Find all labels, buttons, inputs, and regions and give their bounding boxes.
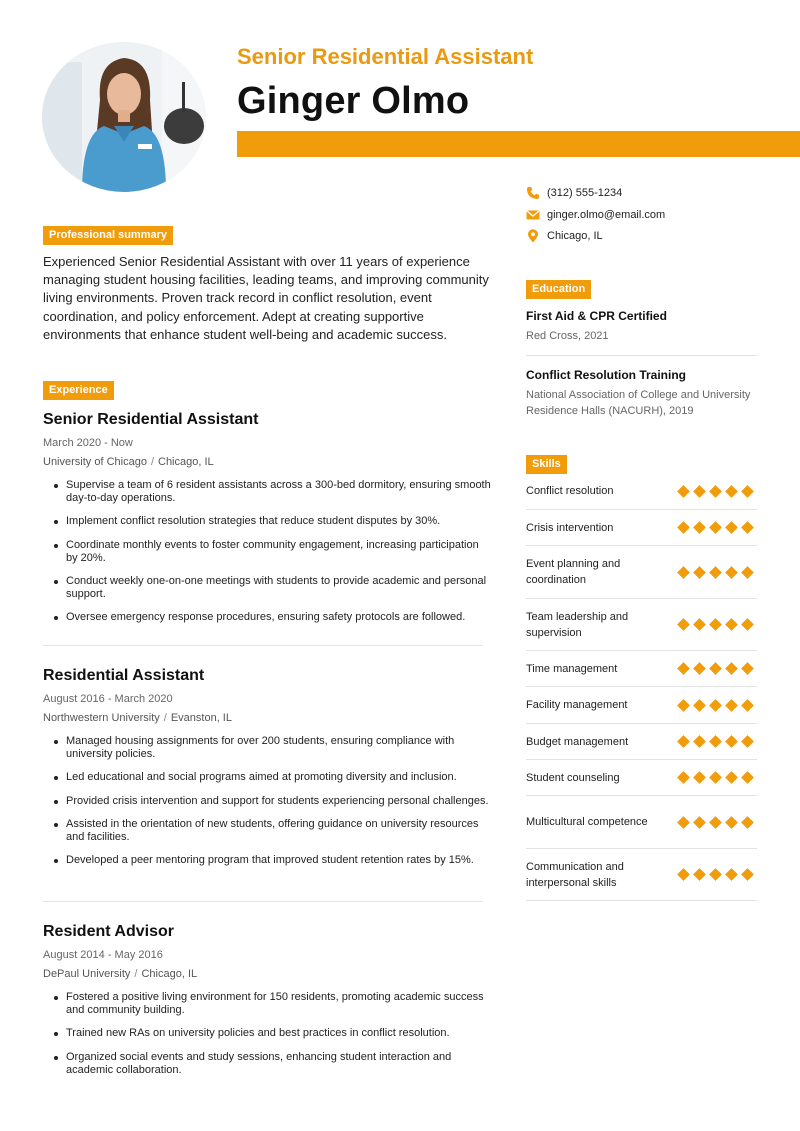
job-bullet: Coordinate monthly events to foster community engagement, increasing participation by 20%.: [43, 539, 493, 565]
rating-diamond-icon: [725, 485, 738, 498]
rating-diamond-icon: [709, 521, 722, 534]
experience-heading: Experience: [43, 381, 114, 400]
rating-diamond-icon: [693, 868, 706, 881]
rating-diamond-icon: [725, 735, 738, 748]
phone-icon: [526, 186, 540, 200]
education-subtitle: National Association of College and University Residence Halls (NACURH), 2019: [526, 389, 751, 417]
skill-rating: [677, 487, 754, 496]
divider: [43, 901, 483, 902]
education-heading: Education: [526, 280, 591, 299]
header-job-title: Senior Residential Assistant: [237, 44, 534, 69]
skill-name: Student counseling: [526, 771, 620, 784]
contact-phone-text: (312) 555-1234: [547, 187, 623, 199]
contact-location: [526, 229, 603, 243]
skill-name: Facility management: [526, 699, 628, 711]
skill-rating: [677, 818, 754, 827]
rating-diamond-icon: [725, 771, 738, 784]
rating-diamond-icon: [709, 771, 722, 784]
job-bullets: [43, 991, 493, 1077]
rating-diamond-icon: [741, 816, 754, 829]
contact-email: [526, 208, 665, 222]
job-bullet: Supervise a team of 6 resident assistants across a 300-bed dormitory, ensuring smooth day-to-day operations.: [43, 479, 493, 505]
rating-diamond-icon: [725, 521, 738, 534]
skill-rating: [677, 664, 754, 673]
job-bullet: Assisted in the orientation of new students, offering guidance on university resources and facilities.: [43, 818, 493, 844]
rating-diamond-icon: [693, 485, 706, 498]
job-entry: [43, 666, 493, 877]
rating-diamond-icon: [741, 618, 754, 631]
rating-diamond-icon: [709, 485, 722, 498]
rating-diamond-icon: [709, 566, 722, 579]
skill-row: [526, 796, 757, 849]
rating-diamond-icon: [741, 771, 754, 784]
job-bullet: Conduct weekly one-on-one meetings with students to provide academic and personal support.: [43, 575, 493, 601]
skill-name: Team leadership and supervision: [526, 610, 629, 639]
org-separator: /: [163, 712, 167, 724]
job-org: [43, 967, 493, 981]
skill-row: [526, 546, 757, 599]
rating-diamond-icon: [709, 662, 722, 675]
rating-diamond-icon: [677, 566, 690, 579]
rating-diamond-icon: [677, 816, 690, 829]
education-title: First Aid & CPR Certified: [526, 309, 667, 323]
rating-diamond-icon: [693, 566, 706, 579]
job-bullet: Led educational and social programs aimed at promoting diversity and inclusion.: [43, 771, 493, 784]
education-title: Conflict Resolution Training: [526, 368, 686, 382]
rating-diamond-icon: [709, 618, 722, 631]
contact-location-text: Chicago, IL: [547, 230, 603, 242]
skill-row: [526, 651, 757, 687]
rating-diamond-icon: [677, 662, 690, 675]
skill-rating: [677, 523, 754, 532]
rating-diamond-icon: [741, 699, 754, 712]
rating-diamond-icon: [741, 485, 754, 498]
rating-diamond-icon: [693, 699, 706, 712]
job-entry: [43, 410, 493, 635]
rating-diamond-icon: [693, 662, 706, 675]
rating-diamond-icon: [677, 485, 690, 498]
job-dates: August 2014 - May 2016: [43, 949, 163, 961]
org-separator: /: [150, 456, 154, 468]
rating-diamond-icon: [725, 868, 738, 881]
rating-diamond-icon: [677, 771, 690, 784]
header-accent-bar: [237, 131, 800, 157]
rating-diamond-icon: [741, 566, 754, 579]
skill-row: [526, 599, 757, 651]
skill-rating: [677, 737, 754, 746]
divider: [43, 645, 483, 646]
email-icon: [526, 208, 540, 222]
job-org: [43, 711, 493, 725]
job-bullet: Fostered a positive living environment for 150 residents, promoting academic success and community building.: [43, 991, 493, 1017]
skill-row: [526, 510, 757, 546]
rating-diamond-icon: [725, 566, 738, 579]
rating-diamond-icon: [709, 735, 722, 748]
profile-photo: [42, 42, 206, 192]
rating-diamond-icon: [709, 816, 722, 829]
rating-diamond-icon: [677, 699, 690, 712]
skill-name: Communication and interpersonal skills: [526, 860, 624, 889]
rating-diamond-icon: [725, 662, 738, 675]
job-org: [43, 455, 493, 469]
skill-row: [526, 473, 757, 510]
rating-diamond-icon: [677, 735, 690, 748]
rating-diamond-icon: [693, 771, 706, 784]
job-company: University of Chicago: [43, 456, 147, 468]
skill-name: Conflict resolution: [526, 485, 614, 497]
skill-name: Budget management: [526, 735, 629, 748]
job-location: Chicago, IL: [158, 456, 214, 468]
job-company: DePaul University: [43, 968, 131, 980]
job-location: Chicago, IL: [141, 968, 198, 980]
job-bullets: [43, 735, 493, 867]
rating-diamond-icon: [741, 521, 754, 534]
job-entry: [43, 922, 493, 1087]
skill-row: [526, 687, 757, 724]
rating-diamond-icon: [693, 735, 706, 748]
summary-heading: Professional summary: [43, 226, 173, 245]
rating-diamond-icon: [709, 868, 722, 881]
rating-diamond-icon: [677, 868, 690, 881]
contact-phone: [526, 186, 622, 200]
rating-diamond-icon: [709, 699, 722, 712]
job-bullet: Implement conflict resolution strategies that reduce student disputes by 30%.: [43, 515, 493, 528]
job-company: Northwestern University: [43, 712, 160, 724]
education-subtitle: Red Cross, 2021: [526, 330, 609, 342]
job-role: Resident Advisor: [43, 923, 174, 940]
rating-diamond-icon: [677, 618, 690, 631]
rating-diamond-icon: [725, 816, 738, 829]
job-location: Evanston, IL: [170, 712, 232, 724]
job-bullets: [43, 479, 493, 625]
skill-row: [526, 760, 757, 796]
skill-rating: [677, 620, 754, 629]
job-bullet: Organized social events and study sessions, enhancing student interaction and academic collaboration.: [43, 1051, 493, 1077]
skill-name: Time management: [526, 662, 618, 675]
location-pin-icon: [526, 229, 540, 243]
rating-diamond-icon: [677, 521, 690, 534]
skill-rating: [677, 701, 754, 710]
rating-diamond-icon: [693, 618, 706, 631]
summary-text: Experienced Senior Residential Assistant with over 11 years of experience managing student housing facilities, leading teams, and improving community living environments. Proven track record in conflict resolution, event coordination, and policy enforcement. Adept at creating supportive environments that enhance student well-being and academic success.: [43, 254, 489, 342]
job-bullet: Oversee emergency response procedures, ensuring safety protocols are followed.: [43, 611, 493, 624]
rating-diamond-icon: [741, 868, 754, 881]
skill-rating: [677, 773, 754, 782]
skill-row: [526, 724, 757, 760]
contact-email-text: ginger.olmo@email.com: [547, 209, 666, 221]
job-dates: March 2020 - Now: [43, 437, 133, 449]
skill-name: Event planning and coordination: [526, 558, 621, 586]
rating-diamond-icon: [741, 735, 754, 748]
skill-rating: [677, 870, 754, 879]
rating-diamond-icon: [725, 618, 738, 631]
job-bullet: Trained new RAs on university policies and best practices in conflict resolution.: [43, 1027, 493, 1040]
profile-photo-illustration: [42, 42, 206, 192]
rating-diamond-icon: [693, 816, 706, 829]
skill-rating: [677, 568, 754, 577]
job-bullet: Managed housing assignments for over 200 students, ensuring compliance with university policies.: [43, 735, 493, 761]
skills-heading: Skills: [526, 455, 567, 474]
job-role: Residential Assistant: [43, 667, 205, 684]
job-bullet: Provided crisis intervention and support for students experiencing personal challenges.: [43, 795, 493, 808]
job-dates: August 2016 - March 2020: [43, 693, 173, 705]
rating-diamond-icon: [741, 662, 754, 675]
skill-row: [526, 849, 757, 901]
rating-diamond-icon: [725, 699, 738, 712]
skill-name: Multicultural competence: [526, 816, 648, 828]
rating-diamond-icon: [693, 521, 706, 534]
org-separator: /: [134, 968, 138, 980]
header-name: Ginger Olmo: [237, 80, 470, 122]
divider: [526, 355, 757, 356]
job-bullet: Developed a peer mentoring program that improved student retention rates by 15%.: [43, 854, 493, 867]
skill-name: Crisis intervention: [526, 521, 614, 534]
job-role: Senior Residential Assistant: [43, 411, 259, 428]
